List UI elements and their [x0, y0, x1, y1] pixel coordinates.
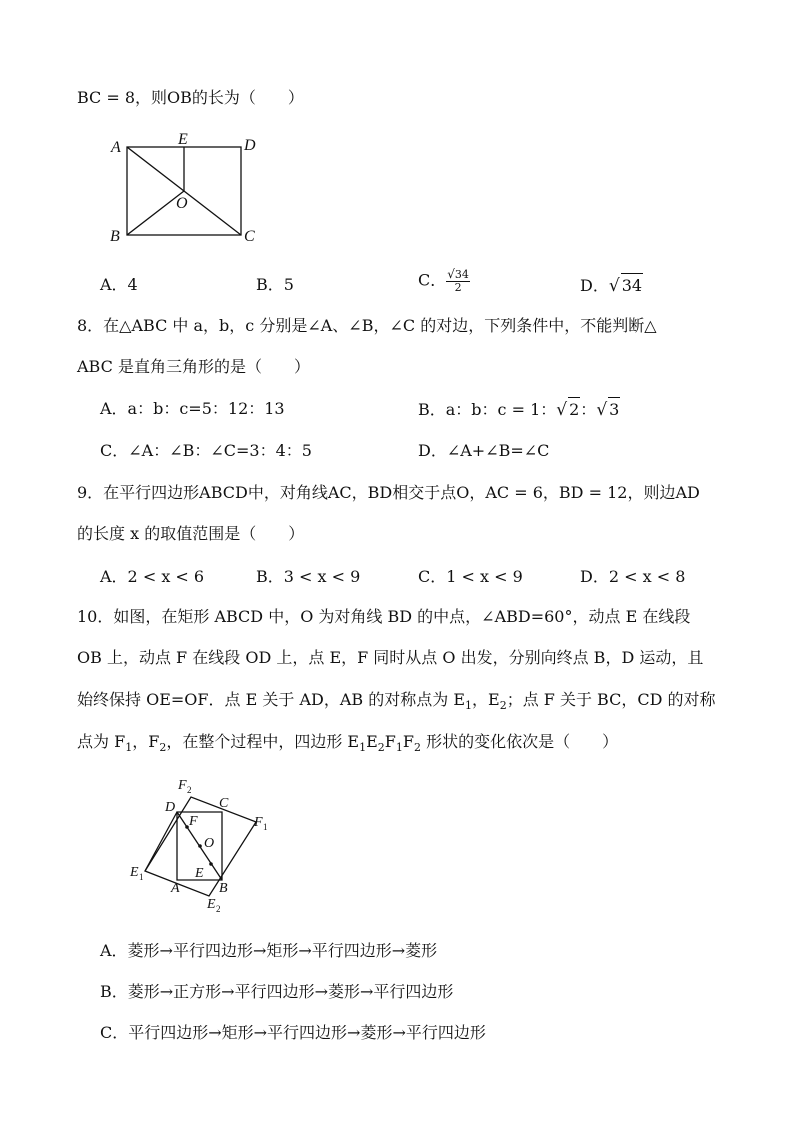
q7-choice-c: C． $\frac{√34}{2}$ — [418, 267, 469, 294]
q10-label-B: B — [219, 881, 228, 896]
q10-line-4: 点为 $F_1$，$F_2$，在整个过程中，四边形 $E_1E_2F_1F_2$ 形状的变化依次是（ ） — [77, 732, 619, 755]
q10-line-3: 始终保持 OE=OF．点 E 关于 AD，AB 的对称点为 $E_1$，$E_2$；点 F 关于 BC，CD 的对称 — [77, 690, 716, 713]
q8-line-1: 8．在△ABC 中 a，b，c 分别是∠A、∠B，∠C 的对边，下列条件中，不能判断△ — [77, 316, 657, 335]
q7-label-E: E — [178, 131, 188, 148]
q7-label-A: A — [111, 139, 121, 156]
q10-line-1: 10．如图，在矩形 ABCD 中，O 为对角线 BD 的中点，∠ABD=60°，动点 E 在线段 — [77, 607, 691, 626]
q7-choice-b: B．5 — [256, 275, 294, 294]
q10-label-F1: F — [254, 815, 263, 830]
q10-label-O: O — [204, 836, 215, 851]
q9-choice-a: A．2 < x < 6 — [100, 567, 205, 586]
q10-label-E1: E — [130, 865, 139, 880]
q10-line-2: OB 上，动点 F 在线段 OD 上，点 E，F 同时从点 O 出发，分别向终点 B，D 运动，且 — [77, 648, 704, 667]
q7-figure-rectangle — [100, 128, 270, 248]
q10-label-F: F — [189, 814, 198, 829]
q10-label-F2: F — [178, 778, 187, 793]
q10-label-E2: E — [207, 897, 216, 912]
q7-choice-a: A．4 — [100, 275, 138, 294]
q10-figure — [125, 775, 285, 915]
q9-choice-d: D．2 < x < 8 — [580, 567, 686, 586]
q7-label-D: D — [244, 137, 256, 154]
q10-label-D: D — [165, 800, 176, 815]
q10-label-A: A — [171, 881, 180, 896]
q10-choice-b: B．菱形→正方形→平行四边形→菱形→平行四边形 — [100, 982, 454, 1001]
svg-text:1: 1 — [263, 822, 268, 832]
q9-line-1: 9．在平行四边形ABCD中，对角线AC，BD相交于点O，AC = 6，BD = 12，则边AD — [77, 483, 700, 502]
svg-text:2: 2 — [187, 785, 192, 795]
q7-label-B: B — [110, 228, 120, 245]
q8-choice-a: A．a：b：c=5：12：13 — [100, 399, 285, 418]
q8-choice-c: C．∠A：∠B：∠C=3：4：5 — [100, 441, 312, 460]
q8-choice-d: D．∠A+∠B=∠C — [418, 441, 550, 460]
svg-text:2: 2 — [216, 904, 221, 914]
q7-choice-c-fraction: $\frac{√34}{2}$ — [447, 267, 469, 294]
q8-line-2: ABC 是直角三角形的是（ ） — [77, 357, 310, 376]
q10-choice-a: A．菱形→平行四边形→矩形→平行四边形→菱形 — [100, 941, 438, 960]
q8-choice-b: B．a：b：c = 1：√ 2：√ 3 — [418, 397, 620, 422]
q9-line-2: 的长度 x 的取值范围是（ ） — [77, 524, 305, 543]
q9-choice-c: C．1 < x < 9 — [418, 567, 523, 586]
q10-label-E: E — [195, 866, 204, 881]
q9-choice-b: B．3 < x < 9 — [256, 567, 361, 586]
q7-label-C: C — [244, 228, 255, 245]
q7-label-O: O — [176, 195, 188, 212]
q10-choice-c: C．平行四边形→矩形→平行四边形→菱形→平行四边形 — [100, 1023, 486, 1042]
q7-choice-d: D．√ 34 — [580, 273, 643, 298]
q10-label-C: C — [219, 796, 229, 811]
svg-text:1: 1 — [139, 872, 144, 882]
q7-stem-tail: BC = 8，则OB的长为（ ） — [77, 88, 304, 107]
